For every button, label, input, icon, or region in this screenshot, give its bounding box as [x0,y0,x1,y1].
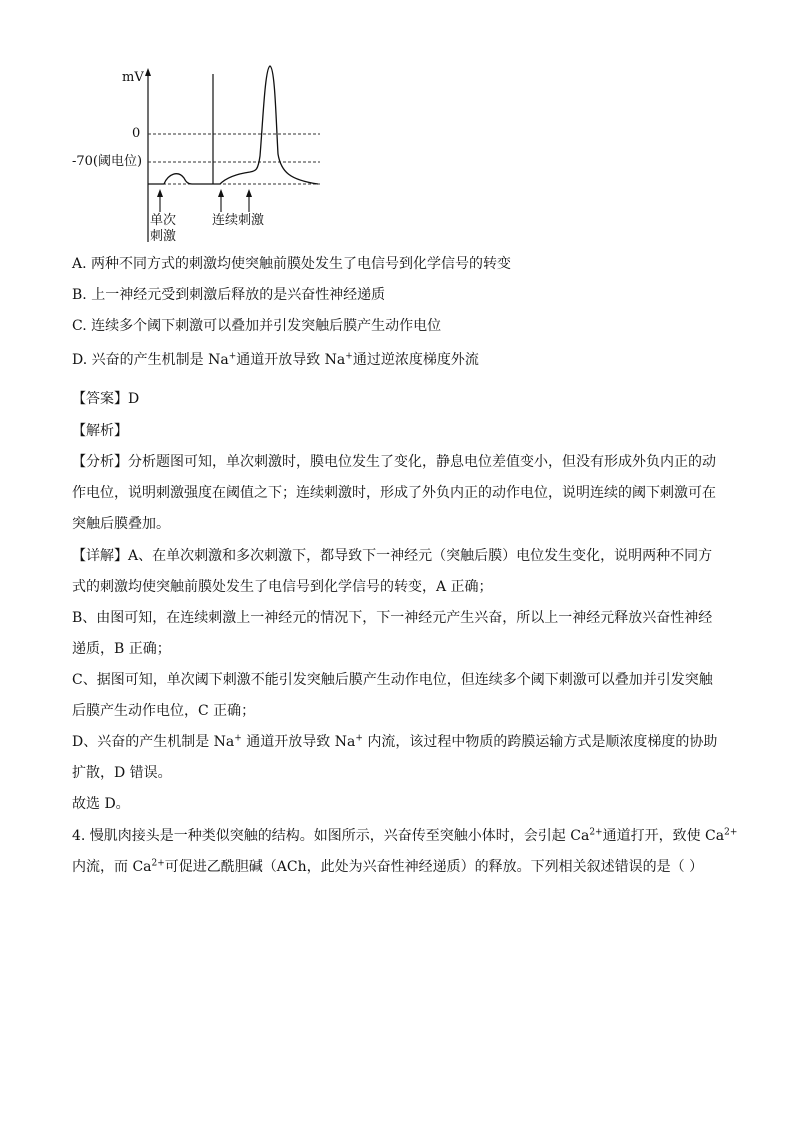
q4-part-4: 可促进乙酰胆碱（ACh，此处为兴奋性神经递质）的释放。下列相关叙述错误的是（ ） [164,859,704,875]
option-b: B. 上一神经元受到刺激后释放的是兴奋性神经递质 [72,287,386,303]
single-stimulus-arrow [157,189,163,212]
option-d-sup-2: + [345,351,353,362]
q4-part-1: 4. 慢肌肉接头是一种类似突触的结构。如图所示，兴奋传至突触小体时，会引起 Ca [72,828,590,844]
option-c: C. 连续多个阈下刺激可以叠加并引发突触后膜产生动作电位 [72,318,442,334]
zero-tick-label: 0 [132,126,141,141]
xiangjie-b-line-2: 递质，B 正确； [72,641,171,657]
xiangjie-label: 【详解】 [72,548,128,564]
single-stimulus-label-1: 单次 [150,213,177,228]
option-a: A. 两种不同方式的刺激均使突触前膜处发生了电信号到化学信号的转变 [72,256,512,272]
q4-part-2: 通道打开，致使 Ca [602,828,725,844]
single-stimulus-label-2: 刺激 [150,229,177,244]
xiangjie-d-line-1 [72,732,732,752]
membrane-potential-figure [70,60,330,250]
answer-label: 【答案】 [72,391,128,407]
continuous-stimulus-label: 连续刺激 [212,213,265,228]
threshold-tick-label: -70(阈电位) [72,154,143,169]
q4-part-3: 内流，而 Ca [72,859,152,875]
fenxi-line-3: 突触后膜叠加。 [72,516,170,532]
xiangjie-d-part-3: 内流，该过程中物质的跨膜运输方式是顺浓度梯度的协助 [362,734,718,750]
answer-line [72,389,732,409]
question-4-line-1 [72,826,738,846]
question-4-line-2 [72,857,732,877]
xiangjie-d-part-1: D、兴奋的产生机制是 Na [72,734,235,750]
potential-trace-line [148,66,318,184]
fenxi-text-1: 分析题图可知，单次刺激时，膜电位发生了变化，静息电位差值变小，但没有形成外负内正的动 [128,454,716,470]
y-axis-arrow [145,68,151,76]
analysis-label-text: 【解析】 [72,423,128,439]
q4-sup-1: 2+ [589,827,603,838]
y-axis-unit-label: mV [122,70,144,85]
option-d-part-2: 通道开放导致 Na [236,352,346,368]
xiangjie-a-line-1 [72,546,732,566]
option-d [72,350,732,370]
xiangjie-c-line-1: C、据图可知，单次阈下刺激不能引发突触后膜产生动作电位，但连续多个阈下刺激可以叠加并引发突触 [72,672,713,688]
fenxi-line-1 [72,452,732,472]
xiangjie-a-line-2: 式的刺激均使突触前膜处发生了电信号到化学信号的转变，A 正确； [72,579,493,595]
option-d-part-1: D. 兴奋的产生机制是 Na [72,352,229,368]
xiangjie-d-sup-1: + [234,733,242,744]
option-d-sup-1: + [228,351,237,362]
continuous-stimulus-arrow-1 [218,189,224,212]
xiangjie-d-part-2: 通道开放导致 Na [241,734,356,750]
xiangjie-d-line-2: 扩散，D 错误。 [72,765,172,781]
analysis-label [72,421,732,441]
xiangjie-d-sup-2: + [355,733,363,744]
xiangjie-a-text-1: A、在单次刺激和多次刺激下，都导致下一神经元（突触后膜）电位发生变化，说明两种不同方 [128,548,713,564]
continuous-stimulus-arrow-2 [246,189,252,212]
xiangjie-c-line-2: 后膜产生动作电位，C 正确； [72,703,256,719]
fenxi-label: 【分析】 [72,454,128,470]
answer-value: D [128,391,140,407]
fenxi-line-2: 作电位，说明刺激强度在阈值之下；连续刺激时，形成了外负内正的动作电位，说明连续的阈下刺激可在 [72,485,716,501]
xiangjie-b-line-1: B、由图可知，在连续刺激上一神经元的情况下，下一神经元产生兴奋，所以上一神经元释放兴奋性神经 [72,610,713,626]
conclusion-line: 故选 D。 [72,796,130,812]
option-d-part-3: 通过逆浓度梯度外流 [352,352,479,368]
q4-sup-2: 2+ [724,827,738,838]
q4-sup-3: 2+ [151,858,165,869]
